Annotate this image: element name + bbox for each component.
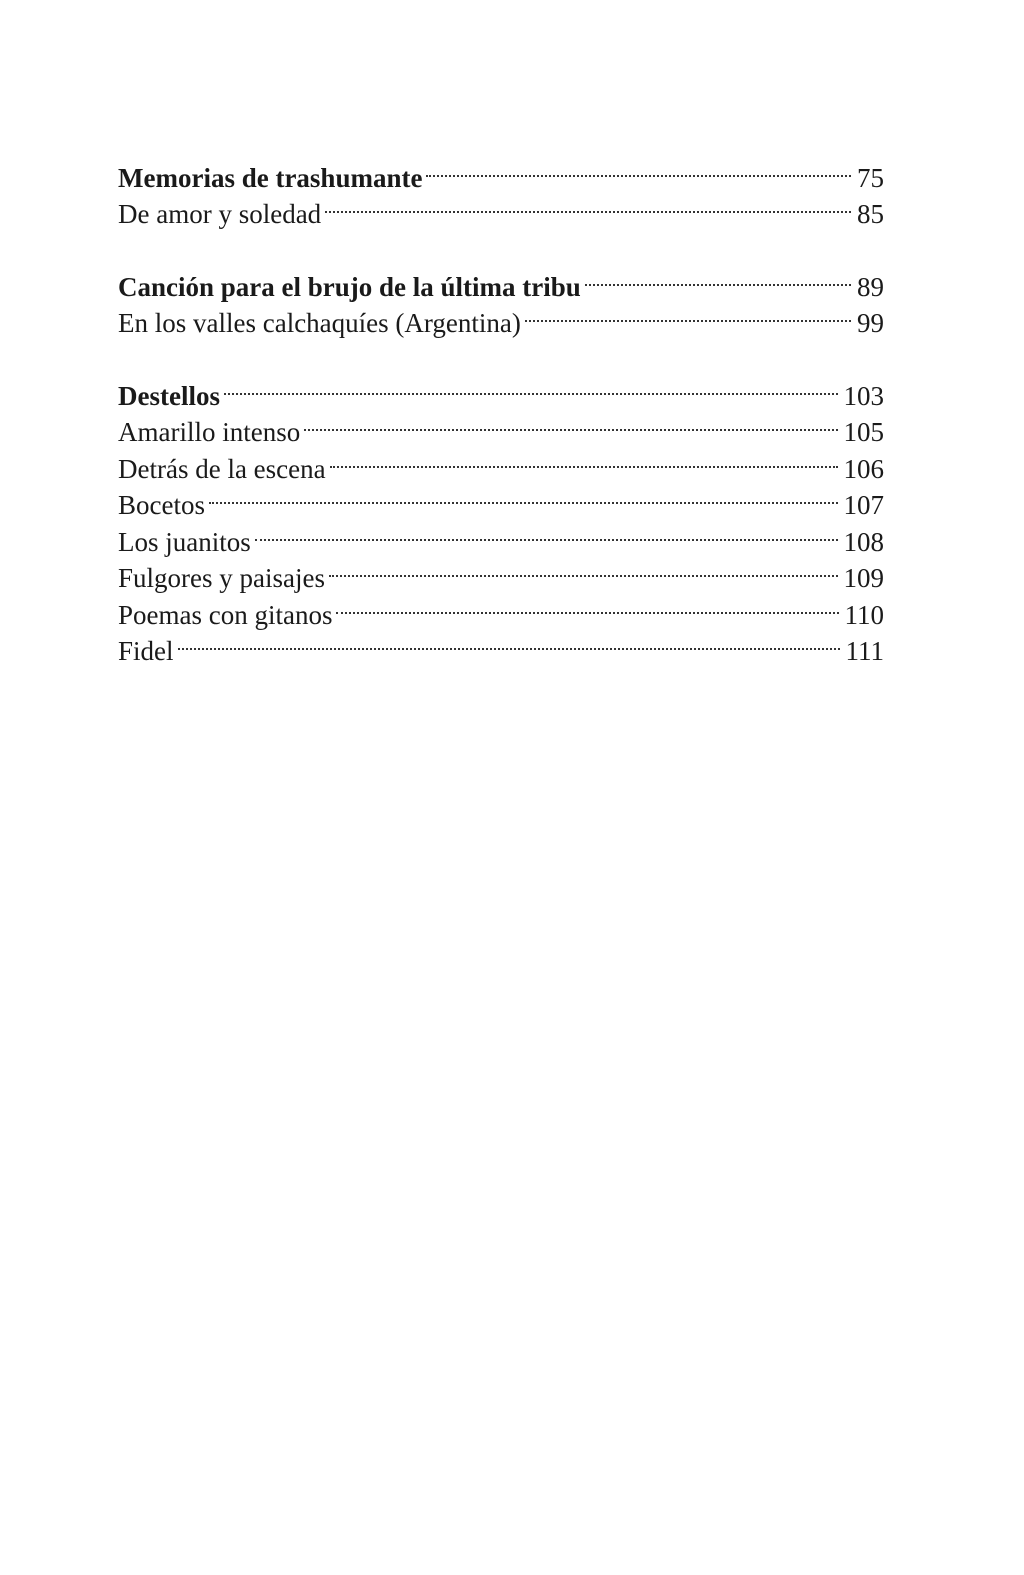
toc-entry [118, 514, 884, 557]
toc-entry-title: Los juanitos [118, 526, 251, 557]
toc-entry-title: Poemas con gitanos [118, 599, 333, 630]
dot-leader [585, 259, 851, 296]
toc-entry-title: De amor y soledad [118, 199, 322, 229]
toc-entry-title: Fidel [118, 636, 174, 666]
toc-entry-title: Canción para el brujo de la última tribu [118, 271, 581, 302]
dot-leader [336, 587, 838, 624]
dot-leader [178, 624, 840, 661]
toc-entry-page: 105 [843, 417, 884, 447]
toc-group-cancion [118, 259, 884, 338]
toc-group-memorias [118, 150, 884, 229]
toc-entry-page: 107 [843, 490, 884, 520]
toc-entry-section [118, 368, 884, 411]
toc-entry-page: 75 [857, 162, 884, 193]
toc-entry-title: Detrás de la escena [118, 453, 326, 484]
toc-entry-page: 106 [843, 453, 884, 484]
toc-entry-page: 99 [857, 308, 884, 338]
toc-entry-page: 89 [857, 271, 884, 302]
dot-leader [325, 187, 851, 224]
toc-entry-title: Memorias de trashumante [118, 162, 423, 193]
dot-leader [329, 551, 838, 588]
dot-leader [304, 405, 837, 442]
dot-leader [330, 441, 838, 478]
toc-entry-section [118, 150, 884, 193]
toc-entry [118, 624, 884, 666]
toc-entry-section [118, 259, 884, 302]
toc-entry-page: 109 [843, 563, 884, 593]
dot-leader [426, 150, 851, 187]
toc-entry-title: Bocetos [118, 490, 205, 520]
toc-entry-title: Destellos [118, 380, 220, 411]
table-of-contents [118, 150, 884, 696]
toc-entry-title: Amarillo intenso [118, 417, 301, 447]
toc-entry-title: Fulgores y paisajes [118, 563, 325, 593]
toc-entry [118, 478, 884, 520]
dot-leader [224, 368, 838, 405]
dot-leader [255, 514, 838, 551]
toc-entry-page: 111 [845, 636, 884, 666]
toc-group-destellos [118, 368, 884, 666]
dot-leader [209, 478, 838, 515]
toc-entry-page: 85 [857, 199, 884, 229]
toc-entry-page: 103 [843, 380, 884, 411]
toc-entry-page: 108 [843, 526, 884, 557]
toc-entry-page: 110 [844, 599, 884, 630]
toc-entry [118, 405, 884, 447]
toc-entry-title: En los valles calchaquíes (Argentina) [118, 308, 521, 338]
dot-leader [525, 296, 851, 333]
